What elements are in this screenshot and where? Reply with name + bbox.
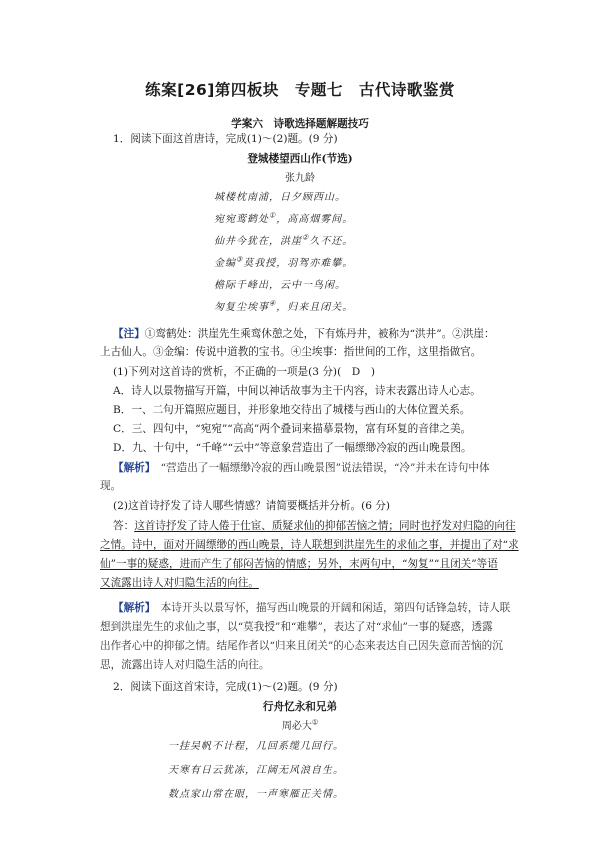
analysis-line: 现。 (100, 480, 122, 492)
note-line: 【注】①鸾鹤处：洪崖先生乘鸾休憩之处，下有炼丹井，被称为“洪井”。②洪崖： (113, 328, 495, 340)
poem-1-verse: 城楼枕南浦，日夕顾西山。 (214, 192, 346, 203)
note-label: 【注】 (113, 328, 145, 340)
question-1-prompt: 1．阅读下面这首唐诗，完成(1)～(2)题。(9 分) (113, 133, 338, 145)
poem-2-verse: 天寒有日云犹冻，江阔无风浪自生。 (168, 765, 344, 776)
answer-line: 仙”一事的疑惑，进而产生了郁闷苦恼的情感；另外，末两句中，“匆复”“且闭关”等语 (100, 558, 498, 570)
poem-2-title: 行舟忆永和兄弟 (262, 701, 338, 713)
answer-line: 答：这首诗抒发了诗人倦于仕宦、质疑求仙的抑郁苦恼之情；同时也抒发对归隐的向往 (113, 520, 516, 532)
analysis-label: 【解析】 (113, 462, 151, 474)
page-title: 练案[26]第四板块 专题七 古代诗歌鉴赏 (145, 81, 455, 99)
option-b: B．一、二句开篇照应题目，并形象地交待出了城楼与西山的大体位置关系。 (113, 404, 471, 416)
poem-2-body (168, 737, 468, 809)
analysis-line: 【解析】 本诗开头以景写怀，描写西山晚景的开阔和闲适，第四句话锋急转，诗人联 (113, 602, 511, 614)
option-a: A．诗人以景物描写开篇，中间以神话故事为主干内容，诗末表露出诗人心志。 (113, 385, 481, 397)
analysis-label: 【解析】 (113, 602, 151, 614)
answer-line: 之情。诗中，面对开阔缥缈的西山晚景，诗人联想到洪崖先生的求仙之事，并提出了对“求 (100, 539, 519, 551)
poem-1-verse: 檐际千峰出，云中一鸟闲。 (214, 280, 346, 291)
option-c: C．三、四句中，“宛宛”“高高”两个叠词来描摹景物，富有环复的音律之美。 (113, 423, 472, 435)
analysis-line: 【解析】 “营造出了一幅缥缈冷寂的西山晚景图”说法错误，“冷”并未在诗句中体 (113, 462, 490, 474)
poem-2-author: 周必大① (281, 718, 319, 732)
section-subtitle: 学案六 诗歌选择题解题技巧 (231, 118, 369, 130)
poem-1-verse: 金编③莫我授，羽驾亦难攀。 (214, 255, 354, 269)
poem-1-verse: 仙井今犹在，洪崖②久不还。 (214, 233, 354, 247)
part-1-stem: (1)下列对这首诗的赏析，不正确的一项是(3 分)( D ) (113, 366, 376, 378)
question-2-prompt: 2．阅读下面这首宋诗，完成(1)～(2)题。(9 分) (113, 681, 338, 693)
answer-line: 又流露出诗人对归隐生活的向往。 (100, 577, 259, 589)
poem-1-verse: 宛宛鸾鹤处①，高高烟雾间。 (214, 211, 354, 225)
poem-1-body (214, 188, 454, 320)
poem-1-title: 登城楼望西山作(节选) (247, 153, 353, 165)
note-line: 上古仙人。③金编：传说中道教的宝书。④尘埃事：指世间的工作，这里指做官。 (100, 346, 482, 358)
analysis-line: 出作者心中的抑郁之情。结尾作者以“归来且闭关”的心态来表达自己因失意而苦恼的沉 (100, 640, 503, 652)
option-d: D．九、十句中，“千峰”“云中”等意象营造出了一幅缥缈冷寂的西山晚景图。 (113, 442, 472, 454)
analysis-line: 思，流露出诗人对归隐生活的向往。 (100, 659, 270, 671)
analysis-line: 想到洪崖先生的求仙之事，以“莫我授”和“难攀”，表达了对“求仙”一事的疑惑，透露 (100, 621, 493, 633)
poem-2-verse: 一挂吴帆不计程，几回系缆几回行。 (168, 741, 344, 752)
answer-label: 答： (113, 520, 135, 532)
poem-1-author: 张九龄 (285, 173, 315, 184)
part-2-stem: (2)这首诗抒发了诗人哪些情感？请简要概括并分析。(6 分) (113, 500, 391, 512)
poem-2-verse: 数点家山常在眼，一声寒雁正关情。 (168, 789, 344, 800)
poem-1-verse: 匆复尘埃事④，归来且闭关。 (214, 299, 354, 313)
